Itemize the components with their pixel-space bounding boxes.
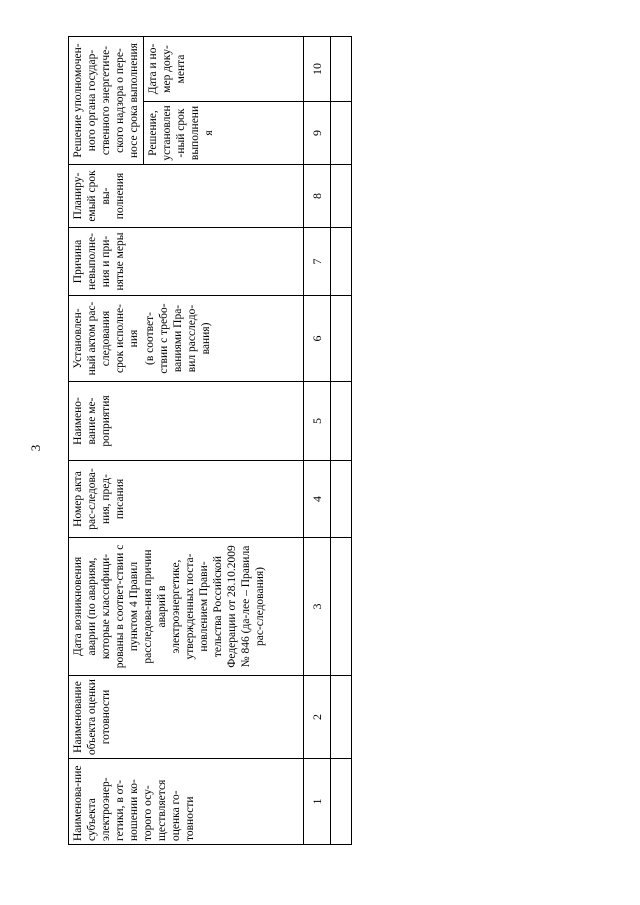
empty-cell bbox=[331, 461, 352, 538]
empty-cell bbox=[331, 382, 352, 461]
column-number: 1 bbox=[304, 759, 331, 845]
column-number: 8 bbox=[304, 165, 331, 228]
empty-cell bbox=[331, 676, 352, 759]
header-deadline-main: Установлен-ный актом рас-следования срок исполне-ния bbox=[72, 301, 140, 376]
column-numbers-row bbox=[304, 37, 331, 845]
empty-cell bbox=[331, 37, 352, 102]
empty-cell bbox=[331, 102, 352, 165]
empty-cell bbox=[331, 165, 352, 228]
column-number: 9 bbox=[304, 102, 331, 165]
empty-cell bbox=[331, 296, 352, 382]
header-document-date-number: Дата и но-мер доку-мента bbox=[144, 37, 304, 102]
empty-cell bbox=[331, 228, 352, 296]
header-object-name: Наименование объекта оценки готовности bbox=[69, 676, 304, 759]
column-number: 3 bbox=[304, 538, 331, 676]
rotated-table-container bbox=[68, 37, 352, 845]
header-deadline-note: (в соответ-ствии с требо-ваниями Пра-вил расследо-вания) bbox=[144, 303, 212, 374]
header-planned-date: Планиру-емый срок вы-полнения bbox=[69, 165, 304, 228]
column-number: 6 bbox=[304, 296, 331, 382]
header-subject-name: Наименова-ние субъекта электроэнер-гетики, в от-ношении ко-торого осу-ществляется оценка го-товности bbox=[69, 759, 304, 845]
header-deadline bbox=[69, 296, 304, 382]
empty-cell bbox=[331, 759, 352, 845]
column-number: 4 bbox=[304, 461, 331, 538]
header-accident-date: Дата возникновения аварии (по авариям, которые классифици-рованы в соответ-ствии с пунктом 4 Правил расследова-ния причин аварий в электроэнергетике, утвержденных поста-новлением Прави-тельства Российской Федерации от 28.10.2009 № 846 (да-лее – Правила рас-следования) bbox=[69, 538, 304, 676]
column-number: 10 bbox=[304, 37, 331, 102]
header-act-number: Номер акта рас-следова-ния, пред-писания bbox=[69, 461, 304, 538]
column-number: 7 bbox=[304, 228, 331, 296]
readiness-assessment-table bbox=[68, 36, 352, 845]
page-number: 3 bbox=[28, 444, 43, 452]
header-decision-deadline: Решение, установлен-ный срок выполнения bbox=[144, 102, 304, 165]
header-measure-name: Наимено-вание ме-роприятия bbox=[69, 382, 304, 461]
header-reason: Причина невыполне-ния и при-нятые меры bbox=[69, 228, 304, 296]
column-number: 5 bbox=[304, 382, 331, 461]
empty-cell bbox=[331, 538, 352, 676]
column-number: 2 bbox=[304, 676, 331, 759]
header-authority-decision: Решение уполномочен-ного органа государ-ственного энергетиче-ского надзора о пере-носе срока выполнения bbox=[69, 37, 144, 165]
header-row bbox=[69, 37, 144, 845]
empty-row bbox=[331, 37, 352, 845]
